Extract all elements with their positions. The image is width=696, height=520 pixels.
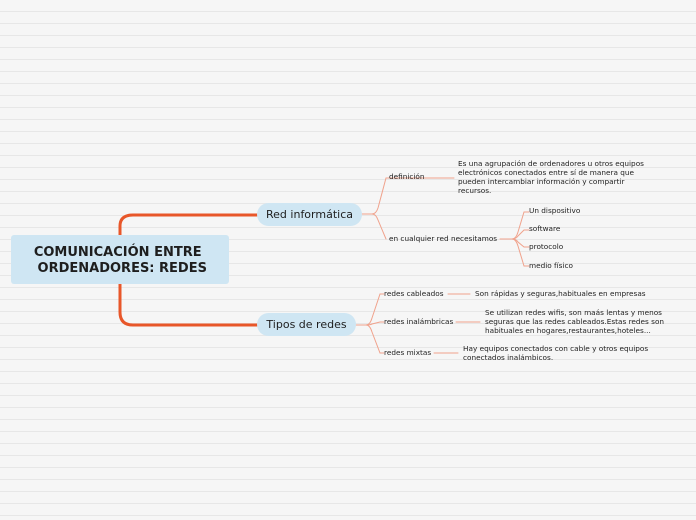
connector-tipos-mixtas [356, 325, 384, 353]
topic-red-informatica[interactable]: Red informática [257, 203, 362, 226]
root-topic[interactable] [11, 235, 229, 284]
subtopic-en-cualquier-red[interactable]: en cualquier red necesitamos [389, 234, 498, 243]
detail-redes-cableados[interactable]: Son rápidas y seguras,habituales en empresas [475, 289, 646, 298]
connector-dispositivo [512, 212, 529, 239]
root-title-line-1: COMUNICACIÓN ENTRE [33, 244, 207, 260]
detail-dispositivo[interactable]: Un dispositivo [529, 206, 581, 215]
connector-root-tipos-de-redes [120, 284, 257, 325]
root-title-line-2: ORDENADORES: REDES [33, 260, 207, 276]
subtopic-redes-inalambricas[interactable]: redes inalámbricas [384, 317, 454, 326]
subtopic-definicion[interactable]: definición [389, 172, 425, 181]
detail-medio-fisico[interactable]: medio físico [529, 261, 573, 270]
detail-redes-mixtas[interactable]: Hay equipos conectados con cable y otros equipos conectados inalámbicos. [463, 344, 649, 362]
connector-tipos-cableados [356, 294, 384, 325]
topic-tipos-de-redes[interactable]: Tipos de redes [257, 313, 356, 336]
connector-red-necesitamos [362, 214, 386, 239]
detail-protocolo[interactable]: protocolo [529, 242, 564, 251]
detail-redes-inalambricas[interactable]: Se utilizan redes wifis, son maás lentas y menos seguras que las redes cableados.Estas redes son habituales en hogares,restaurantes,hoteles... [485, 308, 665, 335]
connector-root-red-informatica [120, 215, 257, 235]
detail-definicion[interactable]: Es una agrupación de ordenadores u otros equipos electrónicos conectados entre sí de manera que pueden intercambiar información y compartir recursos. [458, 159, 644, 195]
subtopic-redes-mixtas[interactable]: redes mixtas [384, 348, 432, 357]
connector-red-definicion [362, 178, 428, 214]
detail-software[interactable]: software [529, 224, 561, 233]
subtopic-redes-cableados[interactable]: redes cableados [384, 289, 444, 298]
connector-medio-fisico [512, 239, 529, 266]
